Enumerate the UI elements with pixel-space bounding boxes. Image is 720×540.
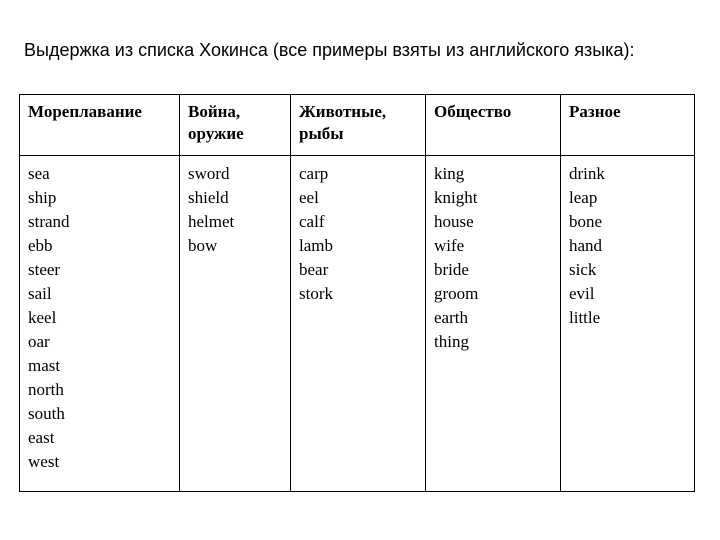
header-row <box>20 95 695 156</box>
word-item: house <box>434 212 474 231</box>
word-item: groom <box>434 284 479 303</box>
word-item: ebb <box>28 236 53 255</box>
word-item: stork <box>299 284 333 303</box>
word-item: steer <box>28 260 61 279</box>
word-item: sick <box>569 260 597 279</box>
word-item: hand <box>569 236 603 255</box>
word-item: evil <box>569 284 595 303</box>
word-item: sail <box>28 284 52 303</box>
word-item: wife <box>434 236 465 255</box>
word-item: drink <box>569 164 605 183</box>
word-item: strand <box>28 212 70 231</box>
word-item: east <box>28 428 55 447</box>
column-seafaring <box>20 156 180 492</box>
word-item: bear <box>299 260 329 279</box>
header-seafaring: Мореплавание <box>20 95 180 156</box>
word-item: oar <box>28 332 50 351</box>
words-row <box>20 156 695 492</box>
word-item: leap <box>569 188 598 207</box>
word-item: bride <box>434 260 469 279</box>
header-society: Общество <box>426 95 561 156</box>
word-item: eel <box>299 188 319 207</box>
word-item: ship <box>28 188 57 207</box>
word-item: mast <box>28 356 61 375</box>
word-item: north <box>28 380 64 399</box>
word-item: carp <box>299 164 329 183</box>
word-item: south <box>28 404 65 423</box>
word-item: shield <box>188 188 229 207</box>
column-animals-fish <box>291 156 426 492</box>
word-item: lamb <box>299 236 333 255</box>
word-item: bow <box>188 236 218 255</box>
column-society <box>426 156 561 492</box>
intro-text: Выдержка из списка Хокинса (все примеры взяты из английского языка): <box>24 40 635 60</box>
header-animals-fish: Животные, рыбы <box>291 95 426 156</box>
word-item: keel <box>28 308 57 327</box>
word-item: bone <box>569 212 603 231</box>
word-table <box>19 94 695 492</box>
word-item: king <box>434 164 465 183</box>
word-item: sword <box>188 164 230 183</box>
column-miscellaneous <box>561 156 695 492</box>
word-item: west <box>28 452 60 471</box>
word-item: knight <box>434 188 478 207</box>
word-item: calf <box>299 212 325 231</box>
word-item: earth <box>434 308 468 327</box>
header-war-weapons: Война, оружие <box>180 95 291 156</box>
column-war-weapons <box>180 156 291 492</box>
word-item: thing <box>434 332 469 351</box>
word-item: little <box>569 308 601 327</box>
word-item: helmet <box>188 212 235 231</box>
word-item: sea <box>28 164 50 183</box>
header-miscellaneous: Разное <box>561 95 695 156</box>
